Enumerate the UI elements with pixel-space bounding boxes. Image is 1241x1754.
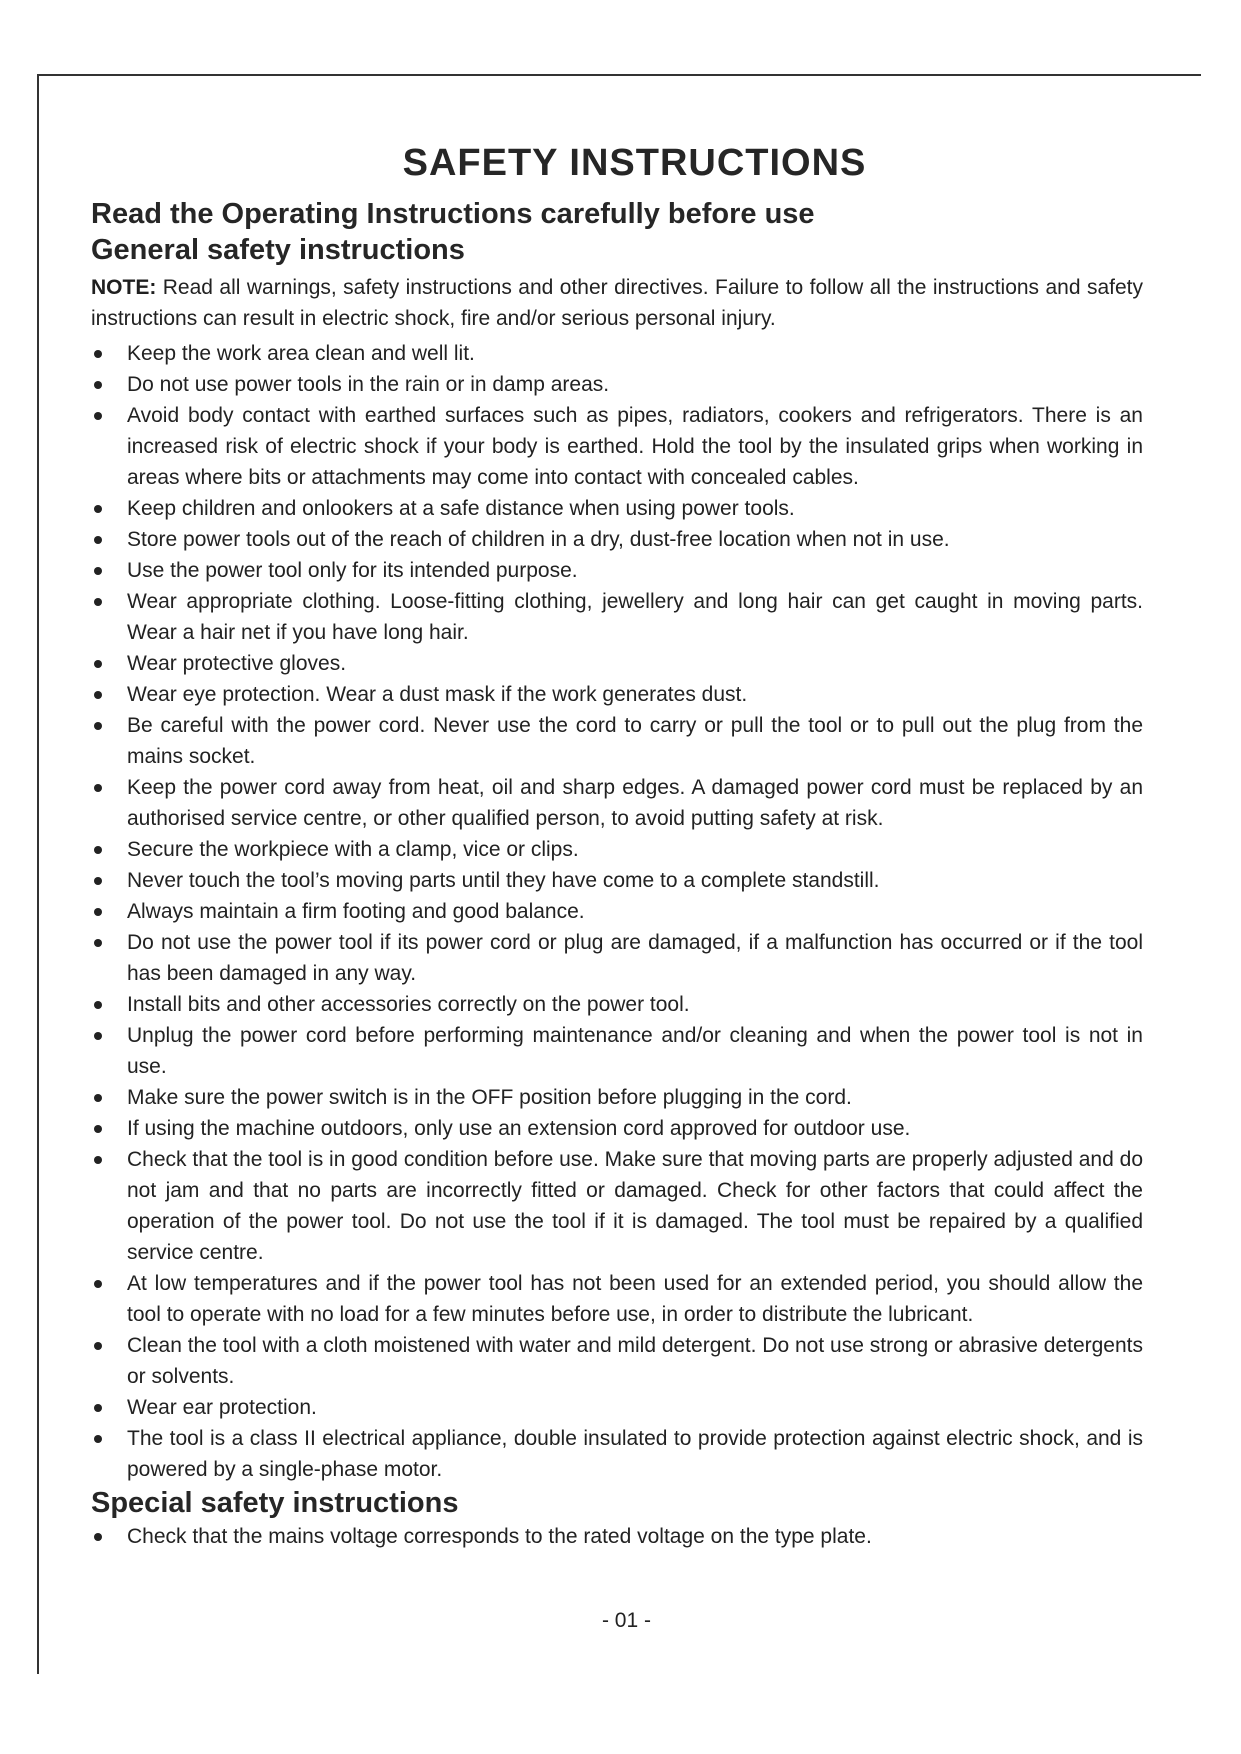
bullet-icon: [94, 1435, 102, 1443]
bullet-icon: [94, 350, 102, 358]
general-safety-item-20: [91, 1144, 1143, 1268]
bullet-icon: [94, 1032, 102, 1040]
list-item-text: Keep the work area clean and well lit.: [127, 342, 475, 365]
list-item-text: Secure the workpiece with a clamp, vice or clips.: [127, 838, 579, 861]
general-safety-item-2: [91, 369, 1143, 400]
list-item-text: The tool is a class II electrical appliance, double insulated to provide protection against electric shock, and is powered by a single-phase motor.: [127, 1427, 1143, 1481]
list-item-text: Store power tools out of the reach of children in a dry, dust-free location when not in use.: [127, 528, 950, 551]
list-item-text: Unplug the power cord before performing maintenance and/or cleaning and when the power tool is not in use.: [127, 1024, 1143, 1078]
general-safety-item-19: [91, 1113, 1143, 1144]
list-item-text: Wear appropriate clothing. Loose-fitting clothing, jewellery and long hair can get caught in moving parts. Wear a hair net if you have long hair.: [127, 590, 1143, 644]
bullet-icon: [94, 598, 102, 606]
general-safety-item-22: [91, 1330, 1143, 1392]
page-number: - 01 -: [601, 1609, 651, 1632]
bullet-icon: [94, 939, 102, 947]
general-safety-item-7: [91, 586, 1143, 648]
general-safety-item-11: [91, 772, 1143, 834]
page-frame-left-border: [37, 74, 39, 1674]
list-item-text: Use the power tool only for its intended purpose.: [127, 559, 578, 582]
general-safety-item-24: [91, 1423, 1143, 1485]
list-item-text: Do not use the power tool if its power cord or plug are damaged, if a malfunction has occurred or if the tool has been damaged in any way.: [127, 931, 1143, 985]
list-item-text: Make sure the power switch is in the OFF position before plugging in the cord.: [127, 1086, 852, 1109]
general-safety-item-13: [91, 865, 1143, 896]
list-item-text: Always maintain a firm footing and good balance.: [127, 900, 585, 923]
bullet-icon: [94, 722, 102, 730]
list-item-text: Install bits and other accessories correctly on the power tool.: [127, 993, 690, 1016]
bullet-icon: [94, 1001, 102, 1009]
general-safety-item-9: [91, 679, 1143, 710]
list-item-text: Wear ear protection.: [127, 1396, 317, 1419]
general-safety-item-5: [91, 524, 1143, 555]
list-item-text: Wear eye protection. Wear a dust mask if the work generates dust.: [127, 683, 748, 706]
bullet-icon: [94, 567, 102, 575]
special-safety-heading: Special safety instructions: [91, 1487, 459, 1519]
bullet-icon: [94, 660, 102, 668]
list-item-text: Clean the tool with a cloth moistened with water and mild detergent. Do not use strong or abrasive detergents or solvents.: [127, 1334, 1143, 1388]
bullet-icon: [94, 1094, 102, 1102]
general-safety-heading: General safety instructions: [91, 234, 465, 266]
list-item-text: Avoid body contact with earthed surfaces such as pipes, radiators, cookers and refrigerators. There is an increased risk of electric shock if your body is earthed. Hold the tool by the insulated grips when working in areas where bits or attachments may come into contact with concealed cables.: [127, 404, 1143, 489]
general-safety-note: [91, 272, 1143, 334]
general-safety-item-18: [91, 1082, 1143, 1113]
general-safety-item-6: [91, 555, 1143, 586]
page-frame-top-border: [38, 74, 1201, 76]
general-safety-item-16: [91, 989, 1143, 1020]
general-safety-item-15: [91, 927, 1143, 989]
general-safety-item-4: [91, 493, 1143, 524]
bullet-icon: [94, 1342, 102, 1350]
bullet-icon: [94, 1125, 102, 1133]
bullet-icon: [94, 1404, 102, 1412]
list-item-text: Keep children and onlookers at a safe distance when using power tools.: [127, 497, 795, 520]
general-safety-item-23: [91, 1392, 1143, 1423]
list-item-text: Never touch the tool’s moving parts until they have come to a complete standstill.: [127, 869, 880, 892]
list-item-text: At low temperatures and if the power tool has not been used for an extended period, you should allow the tool to operate with no load for a few minutes before use, in order to distribute the lubricant.: [127, 1272, 1143, 1326]
bullet-icon: [94, 846, 102, 854]
note-label: NOTE:: [91, 276, 157, 299]
general-safety-item-12: [91, 834, 1143, 865]
bullet-icon: [94, 1280, 102, 1288]
general-safety-item-1: [91, 338, 1143, 369]
list-item-text: Do not use power tools in the rain or in damp areas.: [127, 373, 610, 396]
bullet-icon: [94, 505, 102, 513]
page-subtitle: Read the Operating Instructions carefully before use: [91, 198, 815, 230]
special-safety-list: [91, 1521, 1143, 1552]
bullet-icon: [94, 1533, 102, 1541]
list-item-text: Check that the tool is in good condition before use. Make sure that moving parts are properly adjusted and do not jam and that no parts are incorrectly fitted or damaged. Check for other factors that could affect the operation of the power tool. Do not use the tool if it is damaged. The tool must be repaired by a qualified service centre.: [127, 1148, 1143, 1264]
bullet-icon: [94, 877, 102, 885]
list-item-text: Check that the mains voltage corresponds to the rated voltage on the type plate.: [127, 1525, 872, 1548]
bullet-icon: [94, 381, 102, 389]
list-item-text: Wear protective gloves.: [127, 652, 347, 675]
general-safety-item-8: [91, 648, 1143, 679]
general-safety-item-3: [91, 400, 1143, 493]
bullet-icon: [94, 536, 102, 544]
bullet-icon: [94, 691, 102, 699]
bullet-icon: [94, 908, 102, 916]
list-item-text: Be careful with the power cord. Never use the cord to carry or pull the tool or to pull out the plug from the mains socket.: [127, 714, 1143, 768]
page-title: SAFETY INSTRUCTIONS: [402, 142, 867, 184]
general-safety-list: [91, 338, 1143, 1485]
document-body: [91, 140, 1143, 1552]
general-safety-item-21: [91, 1268, 1143, 1330]
note-text: Read all warnings, safety instructions and other directives. Failure to follow all the instructions and safety instructions can result in electric shock, fire and/or serious personal injury.: [91, 276, 1143, 330]
general-safety-item-10: [91, 710, 1143, 772]
list-item-text: Keep the power cord away from heat, oil and sharp edges. A damaged power cord must be replaced by an authorised service centre, or other qualified person, to avoid putting safety at risk.: [127, 776, 1143, 830]
general-safety-item-17: [91, 1020, 1143, 1082]
bullet-icon: [94, 784, 102, 792]
special-safety-item-1: [91, 1521, 1143, 1552]
list-item-text: If using the machine outdoors, only use an extension cord approved for outdoor use.: [127, 1117, 911, 1140]
general-safety-item-14: [91, 896, 1143, 927]
bullet-icon: [94, 1156, 102, 1164]
bullet-icon: [94, 412, 102, 420]
